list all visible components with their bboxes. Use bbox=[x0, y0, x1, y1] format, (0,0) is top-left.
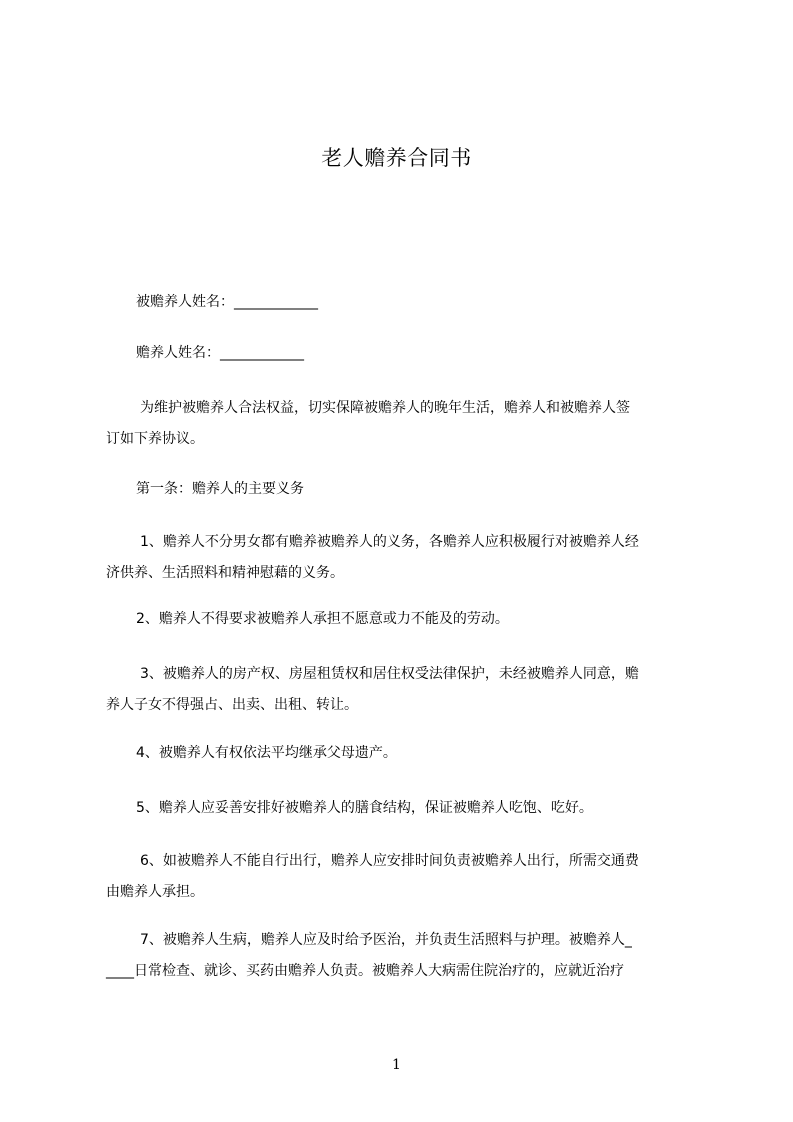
supporter-name-blank: ____________ bbox=[220, 345, 304, 361]
item-7-line-1: 7、被赡养人生病，赡养人应及时给予医治，并负责生活照料与护理。被赡养人_ bbox=[140, 932, 632, 948]
supported-person-name-line bbox=[106, 287, 716, 318]
intro-line-2: 订如下养协议。 bbox=[106, 431, 204, 447]
item-1-line-2: 济供养、生活照料和精神慰藉的义务。 bbox=[106, 565, 344, 581]
intro-paragraph bbox=[106, 393, 716, 455]
supported-person-name-label: 被赡养人姓名： bbox=[136, 294, 234, 310]
supported-person-name-blank: ____________ bbox=[234, 294, 318, 310]
document-title: 老人赡养合同书 bbox=[321, 146, 472, 170]
article-1-item-2 bbox=[106, 604, 716, 635]
page-number: 1 bbox=[392, 1057, 401, 1073]
item-6-line-2: 由赡养人承担。 bbox=[106, 884, 204, 900]
article-1-item-1 bbox=[106, 527, 716, 589]
article-1-heading-text: 第一条：赡养人的主要义务 bbox=[136, 481, 304, 497]
item-5-line-1: 5、赡养人应妥善安排好被赡养人的膳食结构，保证被赡养人吃饱、吃好。 bbox=[136, 800, 593, 816]
item-6-line-1: 6、如被赡养人不能自行出行，赡养人应安排时间负责被赡养人出行，所需交通费 bbox=[140, 853, 639, 869]
item-3-line-2: 养人子女不得强占、出卖、出租、转让。 bbox=[106, 697, 358, 713]
supporter-name-label: 赡养人姓名： bbox=[136, 345, 220, 361]
item-3-line-1: 3、被赡养人的房产权、房屋租赁权和居住权受法律保护，未经被赡养人同意，赡 bbox=[140, 666, 639, 682]
article-1-item-5 bbox=[106, 793, 716, 824]
supporter-name-line bbox=[106, 338, 716, 369]
article-1-item-4 bbox=[106, 738, 716, 769]
item-4-line-1: 4、被赡养人有权依法平均继承父母遗产。 bbox=[136, 745, 397, 761]
intro-line-1: 为维护被赡养人合法权益，切实保障被赡养人的晚年生活，赡养人和被赡养人签 bbox=[140, 400, 630, 416]
item-1-line-1: 1、赡养人不分男女都有赡养被赡养人的义务，各赡养人应积极履行对被赡养人经 bbox=[140, 534, 639, 550]
article-1-item-7 bbox=[106, 925, 716, 987]
item-7-line-2: ____日常检查、就诊、买药由赡养人负责。被赡养人大病需住院治疗的，应就近治疗 bbox=[106, 963, 624, 979]
item-2-line-1: 2、赡养人不得要求被赡养人承担不愿意或力不能及的劳动。 bbox=[136, 611, 509, 627]
article-1-heading bbox=[106, 474, 716, 505]
article-1-item-6 bbox=[106, 846, 716, 908]
article-1-item-3 bbox=[106, 659, 716, 721]
